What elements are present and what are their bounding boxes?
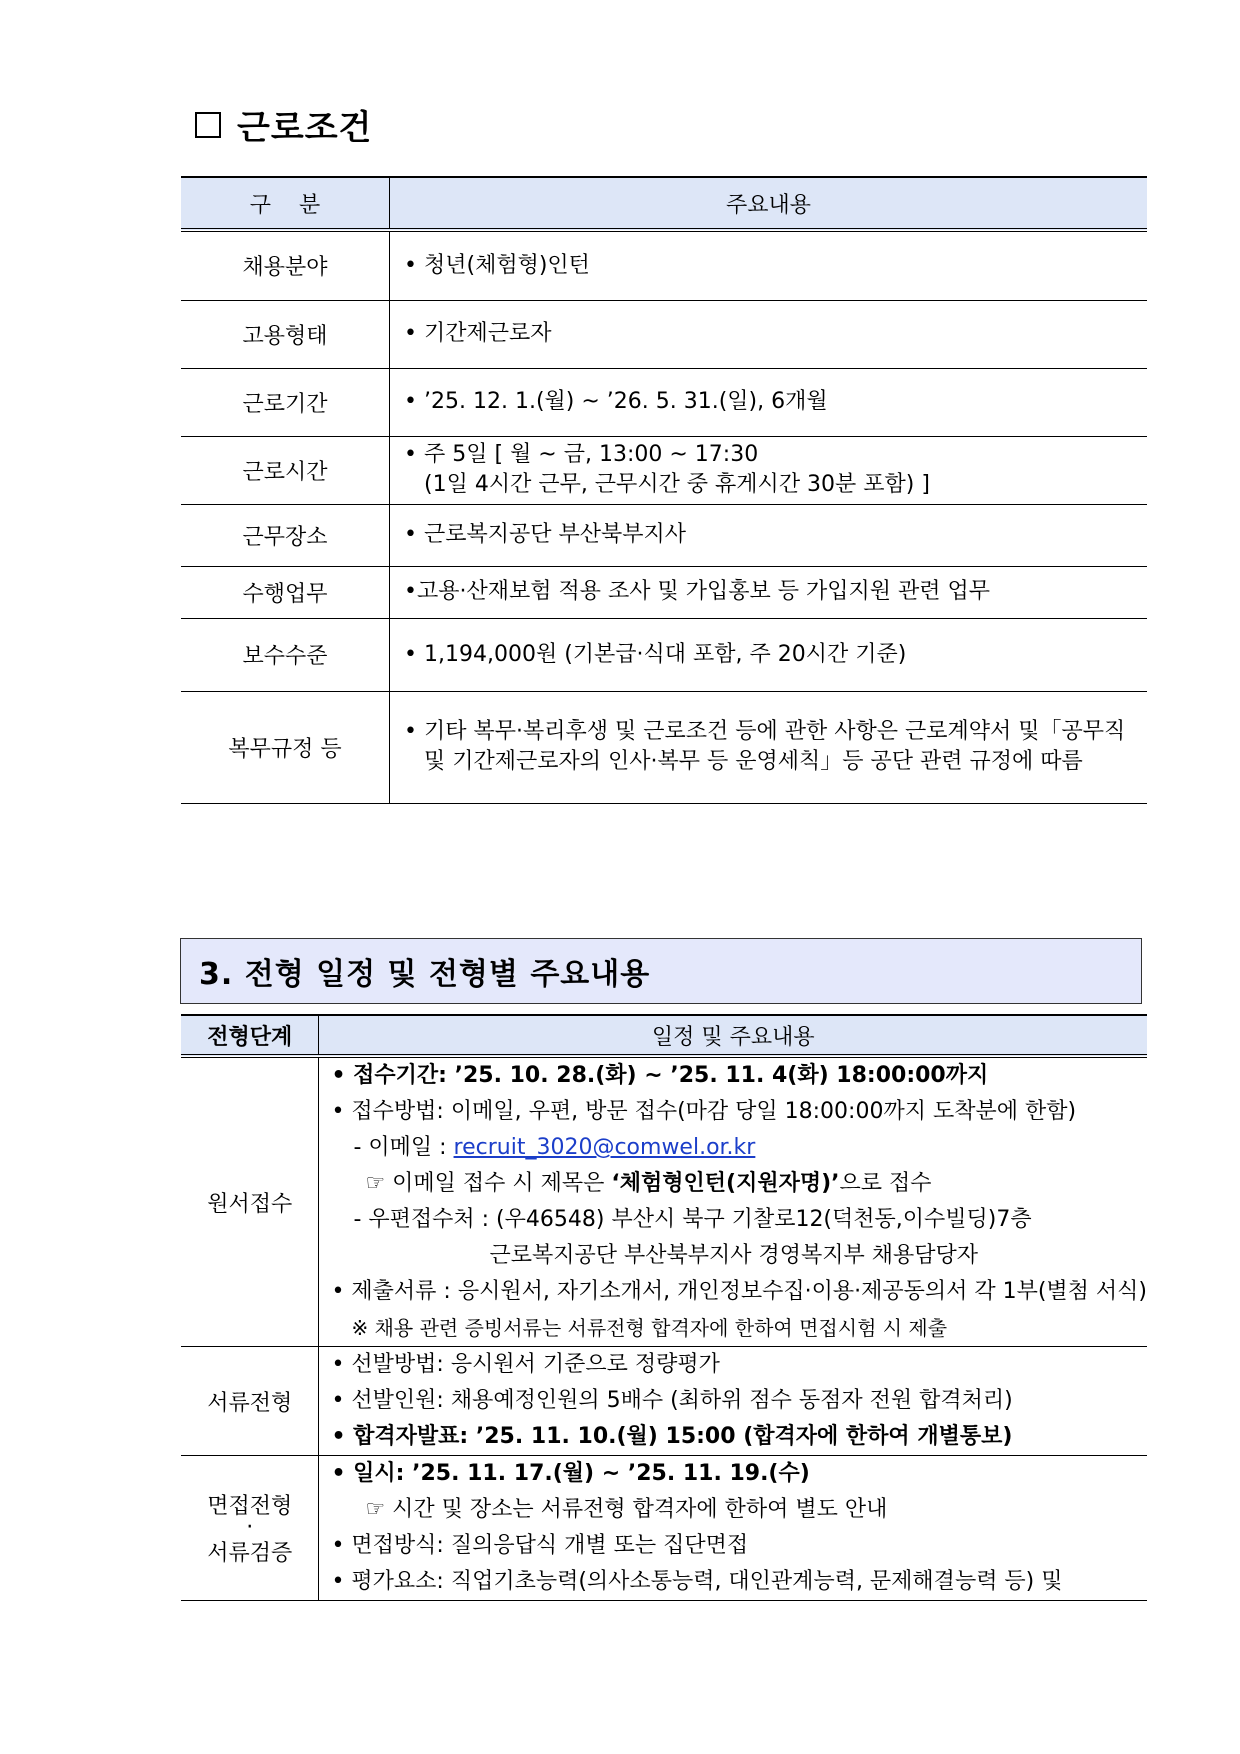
row-label: 근로시간 [181, 436, 390, 504]
table-row [181, 300, 1147, 368]
list-item: • 평가요소: 직업기초능력(의사소통능력, 대인관계능력, 문제해결능력 등) 및 [331, 1569, 1063, 1594]
stage-content [319, 1456, 1147, 1601]
bullet-icon: • [404, 719, 417, 744]
list-item: • 접수방법: 이메일, 우편, 방문 접수(마감 당일 18:00:00까지 도착분에 한함) [331, 1099, 1077, 1124]
row-text: ’25. 12. 1.(월) ~ ’26. 5. 31.(일), 6개월 [424, 389, 828, 414]
stage-content [319, 1347, 1147, 1456]
email-link[interactable]: recruit_3020@comwel.or.kr [453, 1135, 756, 1160]
schedule-table [181, 1014, 1147, 1601]
row-content [390, 504, 1148, 566]
list-item: • 선발인원: 채용예정인원의 5배수 (최하위 점수 동점자 전원 합격처리) [331, 1388, 1013, 1413]
list-item [331, 1130, 1147, 1166]
list-item: ※ 채용 관련 증빙서류는 서류전형 합격자에 한하여 면접시험 시 제출 [351, 1316, 948, 1340]
bullet-icon: • [404, 389, 417, 414]
note-text: ☞ 이메일 접수 시 제목은 [365, 1171, 612, 1196]
row-text: (1일 4시간 근무, 근무시간 중 휴게시간 30분 포함) ] [424, 472, 930, 497]
table-row [181, 1456, 1147, 1601]
bullet-icon: • [404, 641, 417, 667]
row-label: 보수수준 [181, 618, 390, 691]
row-text: 및 기간제근로자의 인사·복무 등 운영세칙」등 공단 관련 규정에 따름 [424, 749, 1083, 774]
row-label: 수행업무 [181, 566, 390, 618]
stage-content [319, 1056, 1147, 1347]
email-label: - 이메일 : [353, 1135, 454, 1160]
table-row [181, 1056, 1147, 1347]
table-row [181, 504, 1147, 566]
row-text: 주 5일 [ 월 ~ 금, 13:00 ~ 17:30 [424, 442, 759, 467]
row-text: 1,194,000원 (기본급·식대 포함, 주 20시간 기준) [424, 641, 907, 667]
table-row [181, 618, 1147, 691]
row-text: 기간제근로자 [424, 321, 552, 346]
note-text: 으로 접수 [839, 1171, 932, 1196]
row-content [390, 230, 1148, 300]
list-item: • 선발방법: 응시원서 기준으로 정량평가 [331, 1352, 720, 1377]
list-item: • 제출서류 : 응시원서, 자기소개서, 개인정보수집·이용·제공동의서 각 1부(별첨 서식) [331, 1279, 1147, 1304]
note-bold: ‘체험형인턴(지원자명)’ [611, 1171, 840, 1196]
row-content [390, 436, 1148, 504]
list-item: • 면접방식: 질의응답식 개별 또는 집단면접 [331, 1533, 749, 1558]
list-item: - 우편접수처 : (우46548) 부산시 북구 기찰로12(덕천동,이수빌딩)7층 [353, 1207, 1032, 1232]
section1-title [195, 100, 372, 149]
table-row [181, 566, 1147, 618]
header-content: 주요내용 [390, 177, 1148, 230]
row-text: 근로복지공단 부산북부지사 [424, 522, 687, 547]
row-content [390, 618, 1148, 691]
header-stage: 전형단계 [181, 1015, 319, 1056]
work-conditions-table [181, 176, 1147, 804]
stage-label: 원서접수 [181, 1056, 319, 1347]
stage-label [181, 1456, 319, 1601]
row-label: 근무장소 [181, 504, 390, 566]
table-row [181, 1347, 1147, 1456]
row-content [390, 368, 1148, 436]
row-content [390, 300, 1148, 368]
stage-label-b: 서류검증 [207, 1541, 293, 1566]
section1-title-text: 근로조건 [237, 108, 373, 148]
table-row [181, 230, 1147, 300]
row-label: 근로기간 [181, 368, 390, 436]
list-item: • 접수기간: ’25. 10. 28.(화) ~ ’25. 11. 4(화) 18:00:00까지 [331, 1063, 989, 1088]
header-category: 구 분 [181, 177, 390, 230]
table-header-row [181, 177, 1147, 230]
table-row [181, 691, 1147, 803]
bullet-icon: • [404, 442, 417, 467]
row-text: 청년(체험형)인턴 [424, 252, 590, 278]
section2-title: 3. 전형 일정 및 전형별 주요내용 [180, 938, 1142, 1004]
list-item: 근로복지공단 부산북부지사 경영복지부 채용담당자 [489, 1243, 978, 1268]
stage-label-dot: · [246, 1515, 254, 1540]
header-schedule: 일정 및 주요내용 [319, 1015, 1147, 1056]
square-bullet-icon [195, 112, 221, 138]
list-item: • 일시: ’25. 11. 17.(월) ~ ’25. 11. 19.(수) [331, 1461, 810, 1486]
row-content [390, 691, 1148, 803]
stage-label: 서류전형 [181, 1347, 319, 1456]
row-label: 복무규정 등 [181, 691, 390, 803]
table-header-row [181, 1015, 1147, 1056]
list-item: • 합격자발표: ’25. 11. 10.(월) 15:00 (합격자에 한하여 개별통보) [331, 1424, 1013, 1449]
row-text: 기타 복무·복리후생 및 근로조건 등에 관한 사항은 근로계약서 및「공무직 [424, 719, 1126, 744]
row-content: •고용·산재보험 적용 조사 및 가입홍보 등 가입지원 관련 업무 [390, 566, 1148, 618]
bullet-icon: • [404, 522, 417, 547]
list-item [331, 1166, 1147, 1202]
row-label: 채용분야 [181, 230, 390, 300]
bullet-icon: • [404, 252, 417, 278]
table-row [181, 436, 1147, 504]
bullet-icon: • [404, 321, 417, 346]
row-label: 고용형태 [181, 300, 390, 368]
table-row [181, 368, 1147, 436]
stage-label-a: 면접전형 [207, 1494, 293, 1519]
list-item: ☞ 시간 및 장소는 서류전형 합격자에 한하여 별도 안내 [365, 1497, 888, 1522]
